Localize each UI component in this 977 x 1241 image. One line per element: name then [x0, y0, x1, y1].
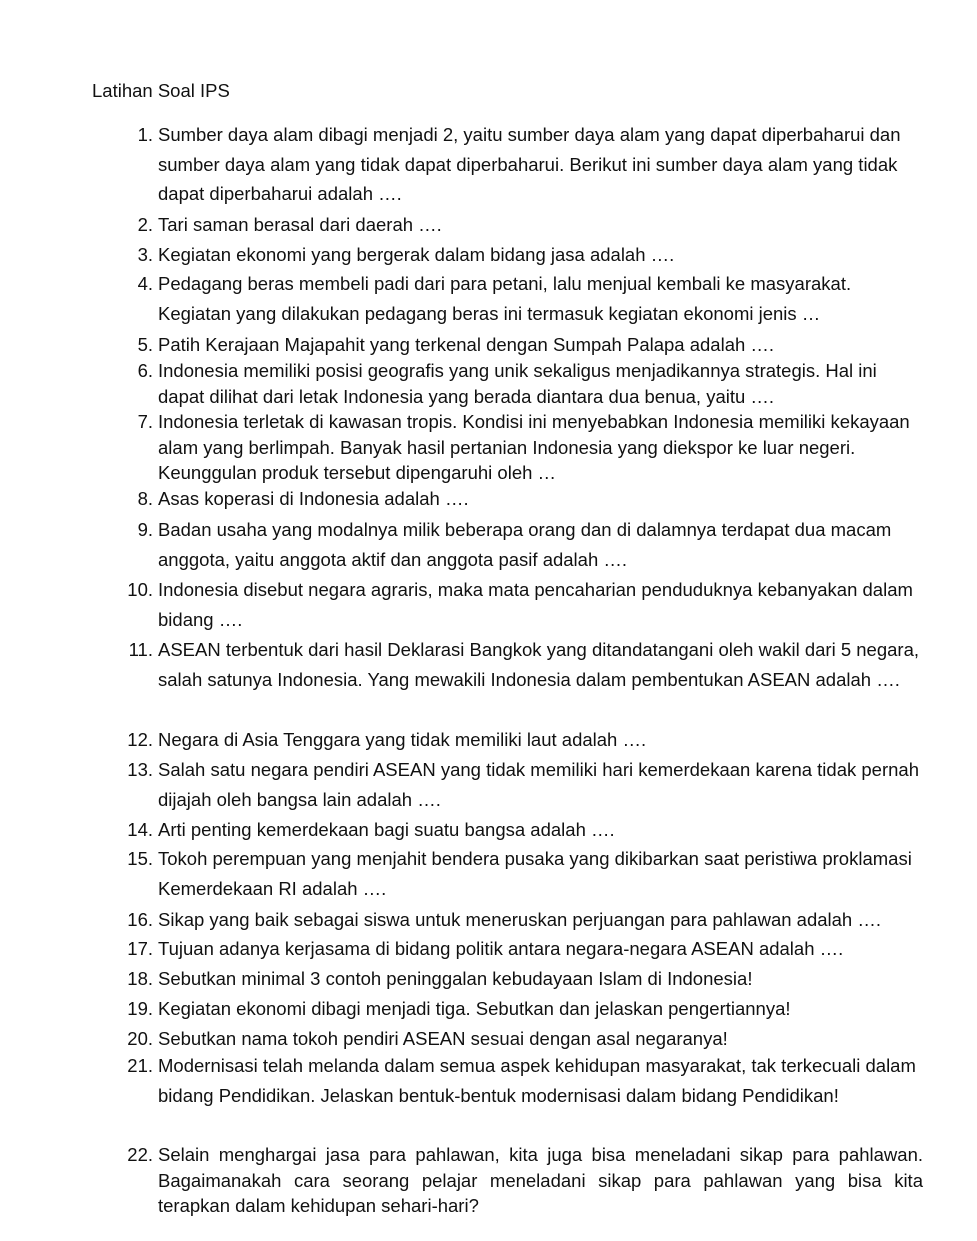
- question-item: [120, 120, 923, 209]
- question-item: [120, 243, 923, 267]
- question-text: Indonesia terletak di kawasan tropis. Kondisi ini menyebabkan Indonesia memiliki kekayaan alam yang berlimpah. Banyak hasil pertanian Indonesia yang diekspor ke luar negeri. Keunggulan produk tersebut dipengaruhi oleh …: [158, 411, 910, 483]
- question-item: [120, 487, 923, 511]
- question-text: Patih Kerajaan Majapahit yang terkenal dengan Sumpah Palapa adalah ….: [158, 334, 775, 355]
- question-text: Indonesia disebut negara agraris, maka mata pencaharian penduduknya kebanyakan dalam bidang ….: [158, 579, 913, 630]
- question-number: 13.: [127, 759, 153, 780]
- question-number: 8.: [137, 488, 153, 509]
- question-number: 20.: [127, 1028, 153, 1049]
- question-text: Asas koperasi di Indonesia adalah ….: [158, 488, 469, 509]
- question-item: [120, 358, 923, 409]
- question-number: 11.: [128, 639, 153, 660]
- question-number: 5.: [137, 334, 153, 355]
- question-text: Kegiatan ekonomi yang bergerak dalam bidang jasa adalah ….: [158, 244, 675, 265]
- question-number: 7.: [137, 411, 153, 432]
- question-item: [120, 1051, 923, 1110]
- question-text: Arti penting kemerdekaan bagi suatu bangsa adalah ….: [158, 819, 615, 840]
- question-number: 4.: [137, 273, 153, 294]
- question-number: 10.: [127, 579, 153, 600]
- question-item: [120, 515, 923, 574]
- question-item: [120, 269, 923, 328]
- question-item: [120, 997, 923, 1021]
- question-number: 17.: [127, 938, 153, 959]
- question-text: Sikap yang baik sebagai siswa untuk meneruskan perjuangan para pahlawan adalah ….: [158, 909, 881, 930]
- question-number: 6.: [137, 360, 153, 381]
- question-number: 16.: [127, 909, 153, 930]
- question-text: Badan usaha yang modalnya milik beberapa orang dan di dalamnya terdapat dua macam anggota, yaitu anggota aktif dan anggota pasif adalah ….: [158, 519, 892, 570]
- question-text: Tari saman berasal dari daerah ….: [158, 214, 442, 235]
- question-text: Kegiatan ekonomi dibagi menjadi tiga. Sebutkan dan jelaskan pengertiannya!: [158, 998, 791, 1019]
- question-item: [120, 213, 923, 237]
- question-text: Salah satu negara pendiri ASEAN yang tidak memiliki hari kemerdekaan karena tidak pernah dijajah oleh bangsa lain adalah ….: [158, 759, 919, 810]
- question-item: [120, 1027, 923, 1051]
- question-text: Tujuan adanya kerjasama di bidang politik antara negara-negara ASEAN adalah ….: [158, 938, 844, 959]
- question-number: 19.: [127, 998, 153, 1019]
- question-text: Negara di Asia Tenggara yang tidak memiliki laut adalah ….: [158, 729, 647, 750]
- question-text: Tokoh perempuan yang menjahit bendera pusaka yang dikibarkan saat peristiwa proklamasi Kemerdekaan RI adalah ….: [158, 848, 912, 899]
- question-number: 14.: [127, 819, 153, 840]
- question-item: [120, 1142, 923, 1219]
- question-text: Modernisasi telah melanda dalam semua aspek kehidupan masyarakat, tak terkecuali dalam bidang Pendidikan. Jelaskan bentuk-bentuk modernisasi dalam bidang Pendidikan!: [158, 1055, 916, 1106]
- question-item: [120, 937, 923, 961]
- question-number: 21.: [127, 1055, 153, 1076]
- question-number: 3.: [137, 244, 153, 265]
- question-item: [120, 908, 923, 932]
- question-item: [120, 409, 923, 486]
- question-item: [120, 844, 923, 903]
- question-item: [120, 755, 923, 814]
- question-item: [120, 635, 923, 694]
- question-item: [120, 575, 923, 634]
- question-item: [120, 333, 923, 357]
- document-title: Latihan Soal IPS: [92, 80, 230, 101]
- question-number: 18.: [127, 968, 153, 989]
- question-number: 9.: [137, 519, 153, 540]
- question-number: 15.: [127, 848, 153, 869]
- question-text: Sumber daya alam dibagi menjadi 2, yaitu sumber daya alam yang dapat diperbaharui dan sumber daya alam yang tidak dapat diperbaharui. Berikut ini sumber daya alam yang tidak dapat diperbaharui adalah ….: [158, 124, 901, 204]
- question-text: Sebutkan minimal 3 contoh peninggalan kebudayaan Islam di Indonesia!: [158, 968, 753, 989]
- question-text: Pedagang beras membeli padi dari para petani, lalu menjual kembali ke masyarakat. Kegiatan yang dilakukan pedagang beras ini termasuk kegiatan ekonomi jenis …: [158, 273, 852, 324]
- question-text: Selain menghargai jasa para pahlawan, kita juga bisa meneladani sikap para pahlawan. Bagaimanakah cara seorang pelajar meneladani sikap para pahlawan yang bisa kita terapkan dalam kehidupan sehari-hari?: [158, 1144, 923, 1216]
- question-number: 2.: [137, 214, 153, 235]
- question-text: Sebutkan nama tokoh pendiri ASEAN sesuai dengan asal negaranya!: [158, 1028, 728, 1049]
- question-item: [120, 728, 923, 752]
- question-text: ASEAN terbentuk dari hasil Deklarasi Bangkok yang ditandatangani oleh wakil dari 5 negara, salah satunya Indonesia. Yang mewakili Indonesia dalam pembentukan ASEAN adalah ….: [158, 639, 920, 690]
- question-text: Indonesia memiliki posisi geografis yang unik sekaligus menjadikannya strategis. Hal ini dapat dilihat dari letak Indonesia yang berada diantara dua benua, yaitu ….: [158, 360, 877, 407]
- question-number: 22.: [127, 1144, 153, 1165]
- question-number: 1.: [137, 124, 153, 145]
- question-item: [120, 818, 923, 842]
- question-item: [120, 967, 923, 991]
- question-number: 12.: [127, 729, 153, 750]
